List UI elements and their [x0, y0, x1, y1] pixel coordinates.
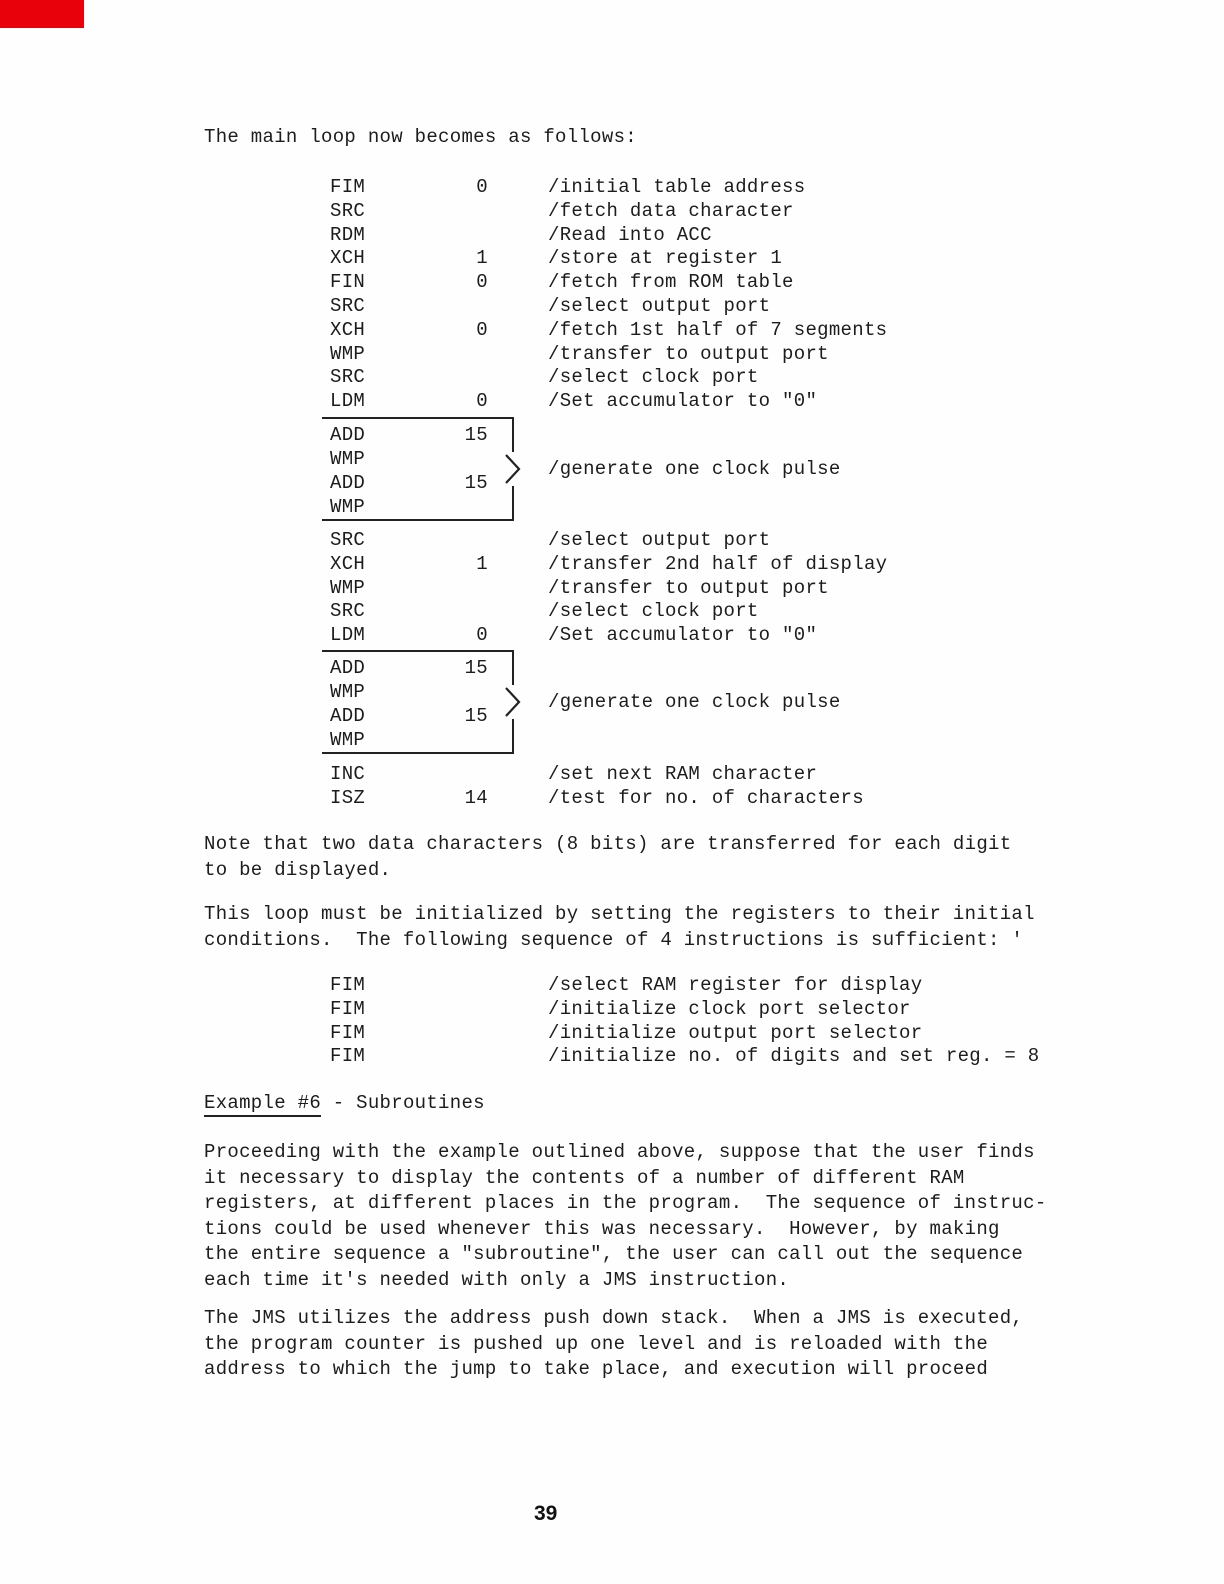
opcode: FIM: [330, 176, 366, 198]
paragraph-line: the entire sequence a "subroutine", the user can call out the sequence: [204, 1243, 1024, 1265]
code-row: [0, 729, 1224, 753]
code-row: [0, 424, 1224, 448]
operand: 14: [464, 786, 488, 809]
code-listing-init-sequence: [0, 974, 1224, 1069]
code-listing-main-loop: [0, 176, 1224, 414]
opcode: WMP: [330, 576, 366, 599]
code-listing-second-half: [0, 529, 1224, 648]
operand: 0: [476, 624, 488, 647]
comment-text: /select clock port: [548, 600, 759, 623]
paragraph-line: tions could be used whenever this was necessary. However, by making: [204, 1217, 1000, 1240]
opcode: ADD: [330, 472, 366, 494]
comment-text: /Read into ACC: [548, 223, 712, 246]
paragraph-line: address to which the jump to take place, and execution will proceed: [204, 1358, 989, 1380]
code-row: [0, 247, 1224, 271]
opcode: FIM: [330, 1021, 366, 1044]
section-heading: [204, 1092, 485, 1114]
code-row: [0, 390, 1224, 414]
paragraph-line: conditions. The following sequence of 4 instructions is sufficient: ': [204, 928, 1024, 951]
code-row: [0, 529, 1224, 553]
jms-paragraph: [204, 1306, 1023, 1383]
comment-text: /Set accumulator to "0": [548, 624, 818, 647]
red-corner-mark: [0, 0, 84, 28]
operand: 15: [464, 472, 488, 494]
operand: 1: [476, 247, 488, 270]
comment-text: /fetch from ROM table: [548, 271, 794, 294]
opcode: WMP: [330, 342, 366, 365]
code-row: [0, 295, 1224, 319]
proceeding-paragraph: [204, 1140, 1047, 1293]
comment-text: /generate one clock pulse: [548, 691, 841, 713]
code-listing-loop-control: [0, 763, 1224, 811]
opcode: FIM: [330, 1045, 366, 1068]
comment-text: /transfer 2nd half of display: [548, 552, 888, 575]
opcode: XCH: [330, 247, 366, 270]
operand: 0: [476, 390, 488, 413]
operand: 15: [464, 705, 488, 727]
comment-text: /select RAM register for display: [548, 974, 923, 996]
note-paragraph: [204, 832, 1011, 883]
comment-text: /fetch 1st half of 7 segments: [548, 318, 888, 341]
opcode: ISZ: [330, 786, 366, 809]
comment-text: /transfer to output port: [548, 576, 829, 599]
comment-text: /initialize no. of digits and set reg. = 8: [548, 1045, 1040, 1068]
clock-pulse-group-2: [0, 650, 1224, 754]
paragraph-line: This loop must be initialized by setting the registers to their initial: [204, 903, 1035, 925]
intro-line: The main loop now becomes as follows:: [204, 126, 637, 148]
opcode: FIM: [330, 997, 366, 1020]
page-number: 39: [534, 1502, 558, 1525]
opcode: FIM: [330, 974, 366, 996]
opcode: XCH: [330, 318, 366, 341]
code-row: [0, 1045, 1224, 1069]
operand: 15: [464, 424, 488, 446]
opcode: INC: [330, 763, 366, 785]
opcode: SRC: [330, 529, 366, 551]
paragraph-line: it necessary to display the contents of a number of different RAM: [204, 1166, 965, 1189]
code-row: [0, 271, 1224, 295]
heading-underlined-text: Example #6: [204, 1092, 321, 1117]
code-row: [0, 763, 1224, 787]
opcode: WMP: [330, 681, 366, 703]
paragraph-line: each time it's needed with only a JMS instruction.: [204, 1268, 790, 1291]
comment-text: /initialize clock port selector: [548, 997, 911, 1020]
comment-text: /initialize output port selector: [548, 1021, 923, 1044]
clock-pulse-group-1: [0, 417, 1224, 521]
paragraph-line: to be displayed.: [204, 858, 392, 881]
code-row: [0, 366, 1224, 390]
opcode: ADD: [330, 424, 366, 446]
paragraph-line: registers, at different places in the program. The sequence of instruc-: [204, 1192, 1047, 1214]
opcode: LDM: [330, 624, 366, 647]
paragraph-line: The JMS utilizes the address push down stack. When a JMS is executed,: [204, 1307, 1024, 1329]
paragraph-line: the program counter is pushed up one level and is reloaded with the: [204, 1332, 989, 1355]
opcode: SRC: [330, 366, 366, 389]
comment-text: /transfer to output port: [548, 342, 829, 365]
opcode: LDM: [330, 390, 366, 413]
operand: 15: [464, 657, 488, 679]
comment-text: /store at register 1: [548, 247, 783, 270]
code-row: [0, 624, 1224, 648]
opcode: RDM: [330, 223, 366, 246]
comment-text: /select output port: [548, 529, 771, 551]
comment-text: /select clock port: [548, 366, 759, 389]
opcode: SRC: [330, 199, 366, 222]
code-row: [0, 577, 1224, 601]
comment-text: /initial table address: [548, 176, 806, 198]
opcode: SRC: [330, 294, 366, 317]
comment-text: /select output port: [548, 294, 771, 317]
code-row: [0, 343, 1224, 367]
comment-text: /fetch data character: [548, 199, 794, 222]
code-row: [0, 1022, 1224, 1046]
opcode: FIN: [330, 271, 366, 294]
code-row: [0, 224, 1224, 248]
opcode: ADD: [330, 705, 366, 727]
opcode: WMP: [330, 448, 366, 470]
comment-text: /set next RAM character: [548, 763, 818, 785]
code-row: [0, 496, 1224, 520]
opcode: WMP: [330, 729, 366, 751]
paragraph-line: Note that two data characters (8 bits) are transferred for each digit: [204, 833, 1012, 855]
init-paragraph: [204, 902, 1035, 953]
opcode: ADD: [330, 657, 366, 679]
heading-rest-text: - Subroutines: [321, 1092, 485, 1114]
opcode: SRC: [330, 600, 366, 623]
code-row: [0, 600, 1224, 624]
operand: 0: [476, 271, 488, 294]
code-row: [0, 200, 1224, 224]
code-row: [0, 553, 1224, 577]
comment-text: /test for no. of characters: [548, 786, 864, 809]
comment-text: /Set accumulator to "0": [548, 390, 818, 413]
code-row: [0, 787, 1224, 811]
code-row: [0, 176, 1224, 200]
operand: 0: [476, 176, 488, 198]
paragraph-line: Proceeding with the example outlined above, suppose that the user finds: [204, 1141, 1035, 1163]
code-row: [0, 974, 1224, 998]
opcode: XCH: [330, 552, 366, 575]
operand: 0: [476, 318, 488, 341]
code-row: [0, 657, 1224, 681]
operand: 1: [476, 552, 488, 575]
code-row: [0, 998, 1224, 1022]
code-row: [0, 319, 1224, 343]
comment-text: /generate one clock pulse: [548, 458, 841, 480]
opcode: WMP: [330, 496, 366, 518]
